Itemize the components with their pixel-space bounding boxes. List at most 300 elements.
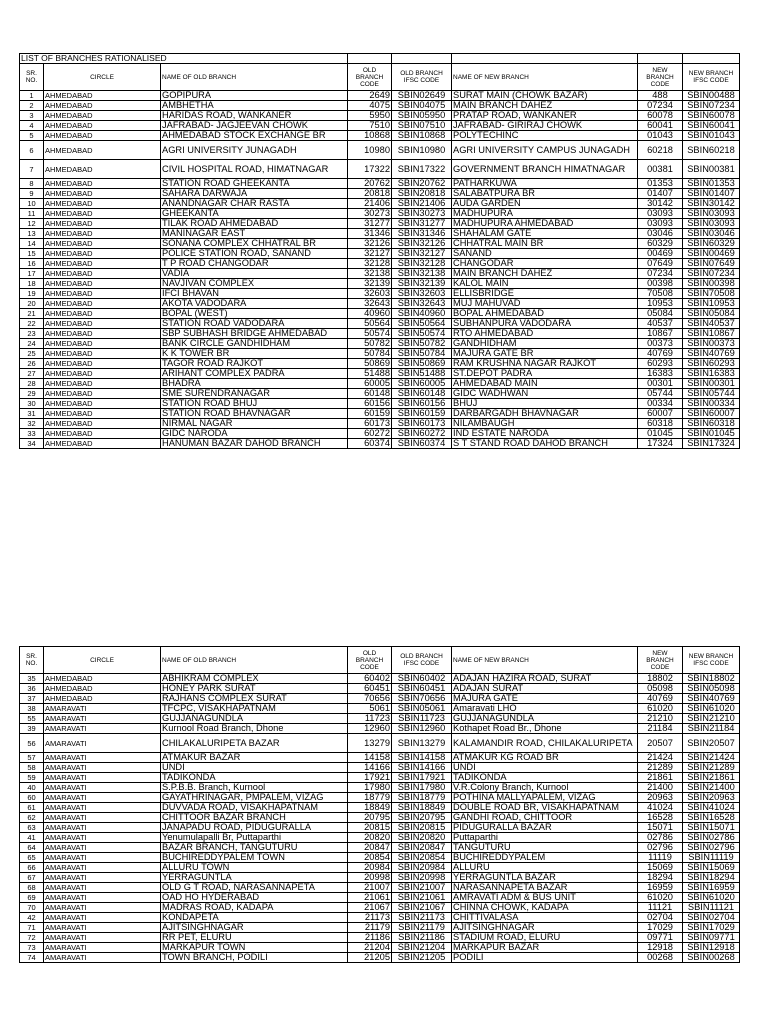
cell-new-branch-name: KALOL MAIN	[452, 279, 638, 289]
cell-new-branch-code: 03093	[638, 209, 683, 219]
cell-old-ifsc: SBIN18849	[392, 803, 452, 813]
cell-sr: 5	[20, 131, 44, 141]
cell-new-branch-code: 60293	[638, 359, 683, 369]
cell-circle: AHMEDABAD	[44, 91, 161, 101]
cell-old-ifsc: SBIN32643	[392, 299, 452, 309]
cell-old-branch-code: 31346	[348, 229, 392, 239]
table-row	[20, 131, 740, 141]
cell-circle: AHMEDABAD	[44, 419, 161, 429]
cell-new-ifsc: SBIN00334	[683, 399, 740, 409]
table-row	[20, 319, 740, 329]
cell-sr: 64	[20, 843, 44, 853]
cell-old-branch-name: AJITSINGHNAGAR	[161, 923, 348, 933]
cell-new-ifsc: SBIN02704	[683, 913, 740, 923]
cell-sr: 42	[20, 913, 44, 923]
cell-new-ifsc: SBIN00469	[683, 249, 740, 259]
cell-new-ifsc: SBIN60293	[683, 359, 740, 369]
cell-new-branch-code: 16383	[638, 369, 683, 379]
cell-new-branch-name: ADAJAN SURAT	[452, 684, 638, 694]
table-row	[20, 783, 740, 793]
cell-old-branch-name: ANANDNAGAR CHAR RASTA	[161, 199, 348, 209]
cell-old-ifsc: SBIN60374	[392, 439, 452, 449]
cell-new-branch-name: Puttaparthi	[452, 833, 638, 843]
cell-sr: 20	[20, 299, 44, 309]
cell-old-ifsc: SBIN11723	[392, 714, 452, 724]
cell-new-branch-name: POTHINA MALLYAPALEM, VIZAG	[452, 793, 638, 803]
cell-new-branch-code: 00334	[638, 399, 683, 409]
table-row	[20, 269, 740, 279]
table-row	[20, 674, 740, 684]
table-row	[20, 694, 740, 704]
table-row	[20, 893, 740, 903]
cell-old-branch-name: NIRMAL NAGAR	[161, 419, 348, 429]
cell-old-ifsc: SBIN17322	[392, 160, 452, 179]
cell-new-branch-name: V.R.Colony Branch, Kurnool	[452, 783, 638, 793]
cell-old-ifsc: SBIN20820	[392, 833, 452, 843]
cell-circle: AHMEDABAD	[44, 674, 161, 684]
cell-old-branch-code: 17980	[348, 783, 392, 793]
cell-old-branch-code: 50564	[348, 319, 392, 329]
cell-old-branch-name: HARIDAS ROAD, WANKANER	[161, 111, 348, 121]
header-row	[20, 647, 740, 674]
cell-old-branch-code: 32603	[348, 289, 392, 299]
cell-circle: AMARAVATI	[44, 813, 161, 823]
table-title: LIST OF BRANCHES RATIONALISED	[20, 54, 348, 64]
cell-sr: 19	[20, 289, 44, 299]
cell-new-branch-name: ELLISBRIDGE	[452, 289, 638, 299]
cell-circle: AMARAVATI	[44, 913, 161, 923]
cell-new-branch-code: 20507	[638, 734, 683, 753]
cell-circle: AHMEDABAD	[44, 209, 161, 219]
cell-new-branch-name: DOUBLE ROAD BR, VISAKHAPATNAM	[452, 803, 638, 813]
cell-old-branch-code: 17322	[348, 160, 392, 179]
cell-circle: AHMEDABAD	[44, 399, 161, 409]
cell-sr: 1	[20, 91, 44, 101]
cell-circle: AHMEDABAD	[44, 179, 161, 189]
cell-new-branch-code: 01043	[638, 131, 683, 141]
cell-new-ifsc: SBIN40537	[683, 319, 740, 329]
header-row	[20, 64, 740, 91]
cell-new-branch-code: 20963	[638, 793, 683, 803]
cell-old-branch-name: UNDI	[161, 763, 348, 773]
cell-new-branch-code: 05744	[638, 389, 683, 399]
table-row	[20, 329, 740, 339]
cell-new-ifsc: SBIN17324	[683, 439, 740, 449]
cell-circle: AHMEDABAD	[44, 339, 161, 349]
table-row	[20, 933, 740, 943]
cell-new-ifsc: SBIN40769	[683, 694, 740, 704]
table-row	[20, 803, 740, 813]
cell-sr: 59	[20, 773, 44, 783]
cell-new-branch-code: 40769	[638, 694, 683, 704]
cell-circle: AMARAVATI	[44, 704, 161, 714]
cell-new-branch-name: CHHATRAL MAIN BR	[452, 239, 638, 249]
cell-old-branch-name: CIVIL HOSPITAL ROAD, HIMATNAGAR	[161, 160, 348, 179]
cell-new-branch-name: GUJJANAGUNDLA	[452, 714, 638, 724]
header-sr: SR. NO.	[20, 64, 44, 91]
cell-old-ifsc: SBIN05061	[392, 704, 452, 714]
cell-old-branch-name: RR PET, ELURU	[161, 933, 348, 943]
cell-old-branch-name: GHEEKANTA	[161, 209, 348, 219]
cell-new-branch-code: 21424	[638, 753, 683, 763]
cell-old-branch-code: 20984	[348, 863, 392, 873]
table-row	[20, 714, 740, 724]
cell-new-ifsc: SBIN10953	[683, 299, 740, 309]
cell-new-ifsc: SBIN18802	[683, 674, 740, 684]
branches-table-2	[19, 646, 740, 963]
cell-old-branch-name: GIDC NARODA	[161, 429, 348, 439]
cell-old-branch-code: 2649	[348, 91, 392, 101]
cell-new-branch-code: 41024	[638, 803, 683, 813]
cell-new-branch-name: SALABATPURA BR	[452, 189, 638, 199]
cell-new-branch-code: 30142	[638, 199, 683, 209]
cell-old-branch-code: 12960	[348, 724, 392, 734]
cell-old-branch-code: 18849	[348, 803, 392, 813]
table-row	[20, 299, 740, 309]
cell-new-branch-code: 60007	[638, 409, 683, 419]
cell-sr: 32	[20, 419, 44, 429]
cell-new-ifsc: SBIN21400	[683, 783, 740, 793]
cell-old-branch-name: SAHARA DARWAJA	[161, 189, 348, 199]
cell-new-branch-name: CHANGODAR	[452, 259, 638, 269]
cell-new-branch-name: CHITTIVALASA	[452, 913, 638, 923]
cell-new-ifsc: SBIN17029	[683, 923, 740, 933]
table-row	[20, 399, 740, 409]
table-row	[20, 349, 740, 359]
cell-new-branch-code: 07234	[638, 101, 683, 111]
cell-old-ifsc: SBIN20762	[392, 179, 452, 189]
cell-circle: AHMEDABAD	[44, 269, 161, 279]
cell-new-branch-name: ST.DEPOT PADRA	[452, 369, 638, 379]
cell-new-ifsc: SBIN10867	[683, 329, 740, 339]
cell-sr: 61	[20, 803, 44, 813]
cell-new-ifsc: SBIN00373	[683, 339, 740, 349]
cell-old-branch-code: 20820	[348, 833, 392, 843]
table-row	[20, 309, 740, 319]
cell-old-branch-code: 17921	[348, 773, 392, 783]
cell-old-ifsc: SBIN32127	[392, 249, 452, 259]
cell-old-ifsc: SBIN32126	[392, 239, 452, 249]
cell-new-ifsc: SBIN21184	[683, 724, 740, 734]
cell-old-ifsc: SBIN32603	[392, 289, 452, 299]
cell-new-ifsc: SBIN60041	[683, 121, 740, 131]
cell-old-ifsc: SBIN21406	[392, 199, 452, 209]
cell-new-branch-code: 01407	[638, 189, 683, 199]
table-row	[20, 369, 740, 379]
table-row	[20, 923, 740, 933]
table-row	[20, 209, 740, 219]
cell-sr: 16	[20, 259, 44, 269]
cell-old-branch-name: GOPIPURA	[161, 91, 348, 101]
header-old-ifsc: OLD BRANCH IFSC CODE	[392, 64, 452, 91]
cell-old-branch-name: S.P.B.B. Branch, Kurnool	[161, 783, 348, 793]
table-row	[20, 179, 740, 189]
cell-old-ifsc: SBIN50564	[392, 319, 452, 329]
cell-new-ifsc: SBIN60078	[683, 111, 740, 121]
table-row	[20, 259, 740, 269]
cell-new-branch-code: 17324	[638, 439, 683, 449]
cell-old-ifsc: SBIN20984	[392, 863, 452, 873]
cell-circle: AMARAVATI	[44, 843, 161, 853]
cell-old-ifsc: SBIN21067	[392, 903, 452, 913]
cell-old-ifsc: SBIN20847	[392, 843, 452, 853]
cell-old-branch-name: AKOTA VADODARA	[161, 299, 348, 309]
cell-new-branch-name: AUDA GARDEN	[452, 199, 638, 209]
cell-new-branch-code: 18294	[638, 873, 683, 883]
cell-old-branch-name: CHITTOOR BAZAR BRANCH	[161, 813, 348, 823]
cell-old-ifsc: SBIN32138	[392, 269, 452, 279]
cell-old-ifsc: SBIN50784	[392, 349, 452, 359]
cell-new-branch-code: 60218	[638, 141, 683, 160]
cell-circle: AHMEDABAD	[44, 369, 161, 379]
cell-sr: 27	[20, 369, 44, 379]
cell-new-branch-code: 15069	[638, 863, 683, 873]
cell-circle: AHMEDABAD	[44, 289, 161, 299]
branches-table-1	[19, 53, 740, 449]
cell-new-branch-name: SHAHALAM GATE	[452, 229, 638, 239]
table-row	[20, 101, 740, 111]
cell-new-ifsc: SBIN01353	[683, 179, 740, 189]
cell-new-branch-code: 40537	[638, 319, 683, 329]
cell-old-branch-name: CHILAKALURIPETA BAZAR	[161, 734, 348, 753]
table-row	[20, 91, 740, 101]
cell-old-ifsc: SBIN21173	[392, 913, 452, 923]
table-row	[20, 903, 740, 913]
cell-old-ifsc: SBIN60451	[392, 684, 452, 694]
cell-new-branch-code: 02704	[638, 913, 683, 923]
table-row	[20, 409, 740, 419]
cell-new-ifsc: SBIN16383	[683, 369, 740, 379]
cell-old-ifsc: SBIN12960	[392, 724, 452, 734]
cell-new-branch-code: 02786	[638, 833, 683, 843]
cell-sr: 73	[20, 943, 44, 953]
cell-old-ifsc: SBIN32128	[392, 259, 452, 269]
cell-old-branch-code: 5950	[348, 111, 392, 121]
table-row	[20, 883, 740, 893]
cell-circle: AMARAVATI	[44, 883, 161, 893]
cell-old-branch-code: 31277	[348, 219, 392, 229]
cell-old-ifsc: SBIN10980	[392, 141, 452, 160]
cell-circle: AHMEDABAD	[44, 439, 161, 449]
cell-old-ifsc: SBIN50782	[392, 339, 452, 349]
table-body-1	[20, 91, 740, 449]
cell-old-branch-code: 21067	[348, 903, 392, 913]
cell-old-branch-name: TILAK ROAD AHMEDABAD	[161, 219, 348, 229]
table-row	[20, 813, 740, 823]
cell-circle: AHMEDABAD	[44, 349, 161, 359]
cell-circle: AMARAVATI	[44, 873, 161, 883]
cell-sr: 66	[20, 863, 44, 873]
cell-sr: 10	[20, 199, 44, 209]
cell-new-branch-code: 21289	[638, 763, 683, 773]
cell-circle: AMARAVATI	[44, 863, 161, 873]
cell-new-branch-name: CHINNA CHOWK, KADAPA	[452, 903, 638, 913]
cell-old-branch-name: MARKAPUR TOWN	[161, 943, 348, 953]
table-row	[20, 419, 740, 429]
cell-circle: AHMEDABAD	[44, 249, 161, 259]
cell-old-branch-name: AHMEDABAD STOCK EXCHANGE BR	[161, 131, 348, 141]
cell-old-branch-name: TOWN BRANCH, PODILI	[161, 953, 348, 963]
cell-new-branch-code: 00268	[638, 953, 683, 963]
cell-new-branch-name: JAFRABAD- GIRIRAJ CHOWK	[452, 121, 638, 131]
cell-circle: AHMEDABAD	[44, 379, 161, 389]
cell-old-ifsc: SBIN10868	[392, 131, 452, 141]
cell-old-ifsc: SBIN04075	[392, 101, 452, 111]
cell-sr: 58	[20, 763, 44, 773]
cell-old-branch-code: 60272	[348, 429, 392, 439]
cell-old-ifsc: SBIN21179	[392, 923, 452, 933]
table-row	[20, 853, 740, 863]
cell-old-branch-name: ARIHANT COMPLEX PADRA	[161, 369, 348, 379]
cell-new-branch-code: 488	[638, 91, 683, 101]
cell-circle: AHMEDABAD	[44, 389, 161, 399]
cell-new-ifsc: SBIN01043	[683, 131, 740, 141]
cell-new-branch-name: TADIKONDA	[452, 773, 638, 783]
cell-old-branch-code: 10868	[348, 131, 392, 141]
cell-old-branch-code: 32127	[348, 249, 392, 259]
cell-new-ifsc: SBIN05098	[683, 684, 740, 694]
cell-sr: 13	[20, 229, 44, 239]
cell-new-branch-code: 05084	[638, 309, 683, 319]
cell-new-branch-name: DARBARGADH BHAVNAGAR	[452, 409, 638, 419]
cell-sr: 65	[20, 853, 44, 863]
table-row	[20, 833, 740, 843]
cell-sr: 57	[20, 753, 44, 763]
cell-old-branch-code: 60402	[348, 674, 392, 684]
cell-old-ifsc: SBIN21007	[392, 883, 452, 893]
cell-new-branch-code: 00398	[638, 279, 683, 289]
cell-new-ifsc: SBIN07649	[683, 259, 740, 269]
cell-old-ifsc: SBIN50574	[392, 329, 452, 339]
cell-new-branch-name: MADHUPURA AHMEDABAD	[452, 219, 638, 229]
table-row	[20, 111, 740, 121]
cell-old-branch-name: MADRAS ROAD, KADAPA	[161, 903, 348, 913]
cell-old-branch-code: 60156	[348, 399, 392, 409]
cell-new-branch-name: MUJ MAHUVAD	[452, 299, 638, 309]
cell-old-ifsc: SBIN17980	[392, 783, 452, 793]
cell-new-ifsc: SBIN03093	[683, 219, 740, 229]
cell-circle: AMARAVATI	[44, 753, 161, 763]
cell-new-ifsc: SBIN20963	[683, 793, 740, 803]
table-row	[20, 873, 740, 883]
cell-new-ifsc: SBIN01045	[683, 429, 740, 439]
cell-new-branch-name: PRATAP ROAD, WANKANER	[452, 111, 638, 121]
cell-sr: 9	[20, 189, 44, 199]
table-title-row	[20, 54, 740, 64]
cell-new-ifsc: SBIN41024	[683, 803, 740, 813]
cell-old-branch-name: YERRAGUNTLA	[161, 873, 348, 883]
cell-new-branch-code: 11119	[638, 853, 683, 863]
cell-old-branch-name: TADIKONDA	[161, 773, 348, 783]
cell-new-ifsc: SBIN40769	[683, 349, 740, 359]
cell-sr: 3	[20, 111, 44, 121]
cell-sr: 30	[20, 399, 44, 409]
cell-old-branch-code: 60374	[348, 439, 392, 449]
cell-old-branch-code: 20762	[348, 179, 392, 189]
table-row	[20, 239, 740, 249]
cell-old-ifsc: SBIN60173	[392, 419, 452, 429]
cell-circle: AHMEDABAD	[44, 329, 161, 339]
cell-new-branch-name: AHMEDABAD MAIN	[452, 379, 638, 389]
cell-old-ifsc: SBIN21204	[392, 943, 452, 953]
table-row	[20, 289, 740, 299]
cell-circle: AHMEDABAD	[44, 299, 161, 309]
cell-old-branch-code: 20854	[348, 853, 392, 863]
cell-circle: AHMEDABAD	[44, 429, 161, 439]
header-new-ifsc: NEW BRANCH IFSC CODE	[683, 647, 740, 674]
cell-old-branch-name: GUJJANAGUNDLA	[161, 714, 348, 724]
cell-circle: AMARAVATI	[44, 953, 161, 963]
cell-old-branch-name: DUVVADA ROAD, VISAKHAPATNAM	[161, 803, 348, 813]
cell-new-ifsc: SBIN16528	[683, 813, 740, 823]
cell-old-branch-code: 18779	[348, 793, 392, 803]
cell-sr: 69	[20, 893, 44, 903]
cell-circle: AMARAVATI	[44, 773, 161, 783]
cell-circle: AHMEDABAD	[44, 319, 161, 329]
cell-circle: AMARAVATI	[44, 734, 161, 753]
cell-old-ifsc: SBIN32139	[392, 279, 452, 289]
cell-new-branch-code: 01045	[638, 429, 683, 439]
table-row	[20, 684, 740, 694]
cell-sr: 18	[20, 279, 44, 289]
cell-old-branch-name: SONANA COMPLEX CHHATRAL BR	[161, 239, 348, 249]
cell-sr: 21	[20, 309, 44, 319]
cell-sr: 70	[20, 903, 44, 913]
cell-old-branch-code: 21186	[348, 933, 392, 943]
table-row	[20, 160, 740, 179]
cell-new-ifsc: SBIN60318	[683, 419, 740, 429]
cell-circle: AHMEDABAD	[44, 101, 161, 111]
table-row	[20, 953, 740, 963]
cell-new-branch-code: 00381	[638, 160, 683, 179]
table-row	[20, 753, 740, 763]
cell-old-ifsc: SBIN20998	[392, 873, 452, 883]
cell-sr: 36	[20, 684, 44, 694]
cell-old-ifsc: SBIN05950	[392, 111, 452, 121]
cell-new-branch-name: GOVERNMENT BRANCH HIMATNAGAR	[452, 160, 638, 179]
cell-new-branch-code: 11121	[638, 903, 683, 913]
cell-new-branch-name: GIDC WADHWAN	[452, 389, 638, 399]
cell-old-ifsc: SBIN60159	[392, 409, 452, 419]
cell-sr: 40	[20, 783, 44, 793]
cell-old-branch-name: BHADRA	[161, 379, 348, 389]
cell-new-branch-name: KALAMANDIR ROAD, CHILAKALURIPETA	[452, 734, 638, 753]
cell-old-ifsc: SBIN02649	[392, 91, 452, 101]
cell-old-branch-name: ATMAKUR BAZAR	[161, 753, 348, 763]
cell-old-branch-name: VADIA	[161, 269, 348, 279]
cell-old-branch-code: 50574	[348, 329, 392, 339]
table-row	[20, 843, 740, 853]
cell-new-ifsc: SBIN60218	[683, 141, 740, 160]
cell-new-branch-name: AMRAVATI ADM & BUS UNIT	[452, 893, 638, 903]
cell-new-ifsc: SBIN21861	[683, 773, 740, 783]
header-old-name: NAME OF OLD BRANCH	[161, 64, 348, 91]
cell-old-ifsc: SBIN51488	[392, 369, 452, 379]
cell-new-ifsc: SBIN21424	[683, 753, 740, 763]
cell-new-branch-code: 10953	[638, 299, 683, 309]
cell-sr: 37	[20, 694, 44, 704]
cell-circle: AHMEDABAD	[44, 239, 161, 249]
cell-new-branch-code: 07649	[638, 259, 683, 269]
cell-new-ifsc: SBIN02786	[683, 833, 740, 843]
cell-sr: 63	[20, 823, 44, 833]
cell-old-branch-code: 51488	[348, 369, 392, 379]
cell-old-ifsc: SBIN60005	[392, 379, 452, 389]
cell-new-branch-code: 16528	[638, 813, 683, 823]
cell-new-branch-code: 61020	[638, 893, 683, 903]
table-row	[20, 379, 740, 389]
cell-new-branch-name: IND ESTATE NARODA	[452, 429, 638, 439]
